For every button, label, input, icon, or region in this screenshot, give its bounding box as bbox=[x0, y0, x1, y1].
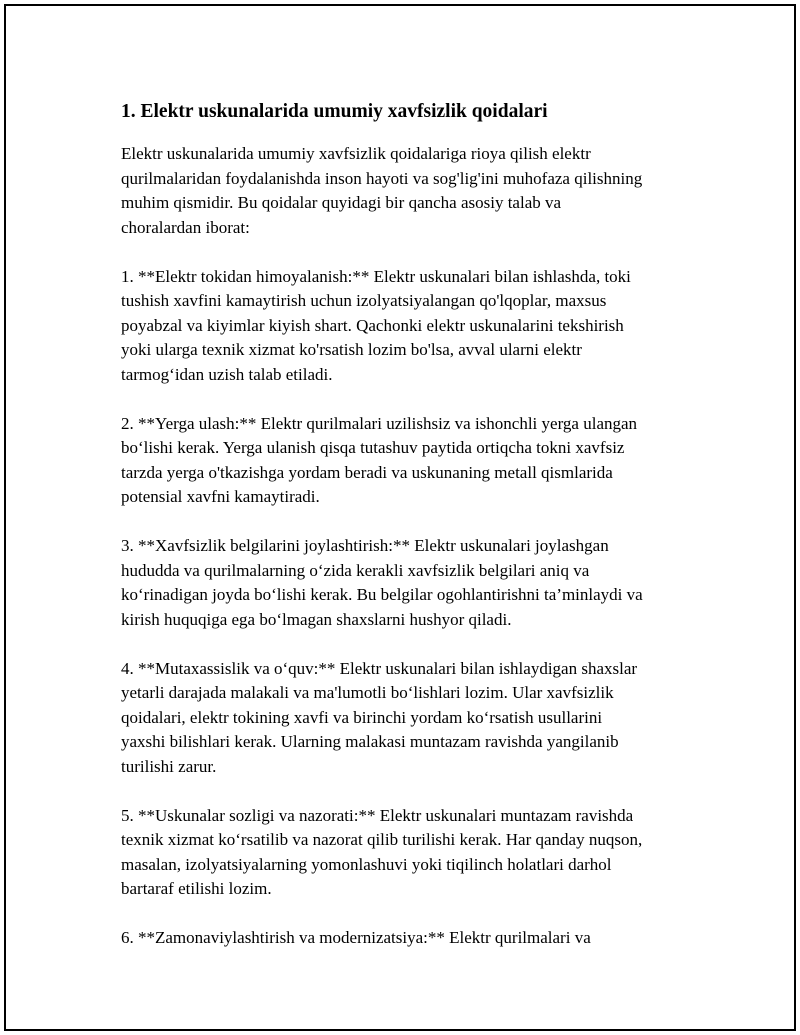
text-line: ko‘rinadigan joyda bo‘lishi kerak. Bu belgilar ogohlantirishni ta’minlaydi va bbox=[121, 585, 643, 604]
rule-paragraph bbox=[121, 534, 711, 632]
text-line: masalan, izolyatsiyalarning yomonlashuvi yoki tiqilinch holatlari darhol bbox=[121, 854, 612, 874]
text-line: kirish huquqiga ega bo‘lmagan shaxslarni hushyor qiladi. bbox=[121, 609, 512, 629]
text-line: 2. **Yerga ulash:** Elektr qurilmalari uzilishsiz va ishonchli yerga ulangan bbox=[121, 413, 638, 433]
text-line: bartaraf etilishi lozim. bbox=[121, 879, 272, 898]
text-line: muhim qismidir. Bu qoidalar quyidagi bir qancha asosiy talab va bbox=[121, 193, 562, 212]
text-line: tushish xavfini kamaytirish uchun izolyatsiyalangan qo'lqoplar, maxsus bbox=[121, 291, 607, 310]
text-line: 3. **Xavfsizlik belgilarini joylashtirish:** Elektr uskunalari joylashgan bbox=[121, 536, 609, 555]
text-line: poyabzal va kiyimlar kiyish shart. Qachonki elektr uskunalarini tekshirish bbox=[121, 315, 624, 335]
rule-paragraph bbox=[121, 804, 711, 902]
text-line: 1. **Elektr tokidan himoyalanish:** Elektr uskunalari bilan ishlashda, toki bbox=[121, 266, 631, 286]
text-line: tarmog‘idan uzish talab etiladi. bbox=[121, 364, 333, 384]
text-line: qoidalari, elektr tokining xavfi va birinchi yordam ko‘rsatish usullarini bbox=[121, 707, 603, 727]
text-line: bo‘lishi kerak. Yerga ulanish qisqa tutashuv paytida ortiqcha tokni xavfsiz bbox=[121, 438, 625, 457]
text-line: 4. **Mutaxassislik va o‘quv:** Elektr uskunalari bilan ishlaydigan shaxslar bbox=[121, 658, 638, 678]
text-line: texnik xizmat ko‘rsatilib va nazorat qilib turilishi kerak. Har qanday nuqson, bbox=[121, 830, 643, 849]
text-line: Elektr uskunalarida umumiy xavfsizlik qoidalariga rioya qilish elektr bbox=[121, 144, 591, 163]
text-line: tarzda yerga o'tkazishga yordam beradi va uskunaning metall qismlarida bbox=[121, 462, 613, 482]
section-heading: 1. Elektr uskunalarida umumiy xavfsizlik qoidalari bbox=[121, 101, 548, 122]
intro-paragraph bbox=[121, 142, 711, 240]
text-line: 5. **Uskunalar sozligi va nazorati:** Elektr uskunalari muntazam ravishda bbox=[121, 805, 634, 825]
rule-paragraph bbox=[121, 657, 711, 780]
text-line: yaxshi bilishlari kerak. Ularning malakasi muntazam ravishda yangilanib bbox=[121, 732, 619, 751]
text-line: yetarli darajada malakali va ma'lumotli bo‘lishlari lozim. Ular xavfsizlik bbox=[121, 683, 614, 702]
text-line: potensial xavfni kamaytiradi. bbox=[121, 487, 320, 506]
paragraph-list bbox=[121, 142, 711, 951]
text-line: turilishi zarur. bbox=[121, 756, 217, 776]
rule-paragraph bbox=[121, 265, 711, 388]
text-line: hududda va qurilmalarning o‘zida kerakli xavfsizlik belgilari aniq va bbox=[121, 560, 590, 580]
text-line: 6. **Zamonaviylashtirish va modernizatsiya:** Elektr qurilmalari va bbox=[121, 928, 591, 947]
rule-paragraph bbox=[121, 412, 711, 510]
document-body bbox=[121, 100, 711, 975]
text-line: yoki ularga texnik xizmat ko'rsatish lozim bo'lsa, avval ularni elektr bbox=[121, 340, 582, 359]
rule-paragraph bbox=[121, 926, 711, 951]
document-page bbox=[4, 4, 796, 1031]
text-line: qurilmalaridan foydalanishda inson hayoti va sog'lig'ini muhofaza qilishning bbox=[121, 168, 643, 188]
text-line: choralardan iborat: bbox=[121, 217, 250, 237]
